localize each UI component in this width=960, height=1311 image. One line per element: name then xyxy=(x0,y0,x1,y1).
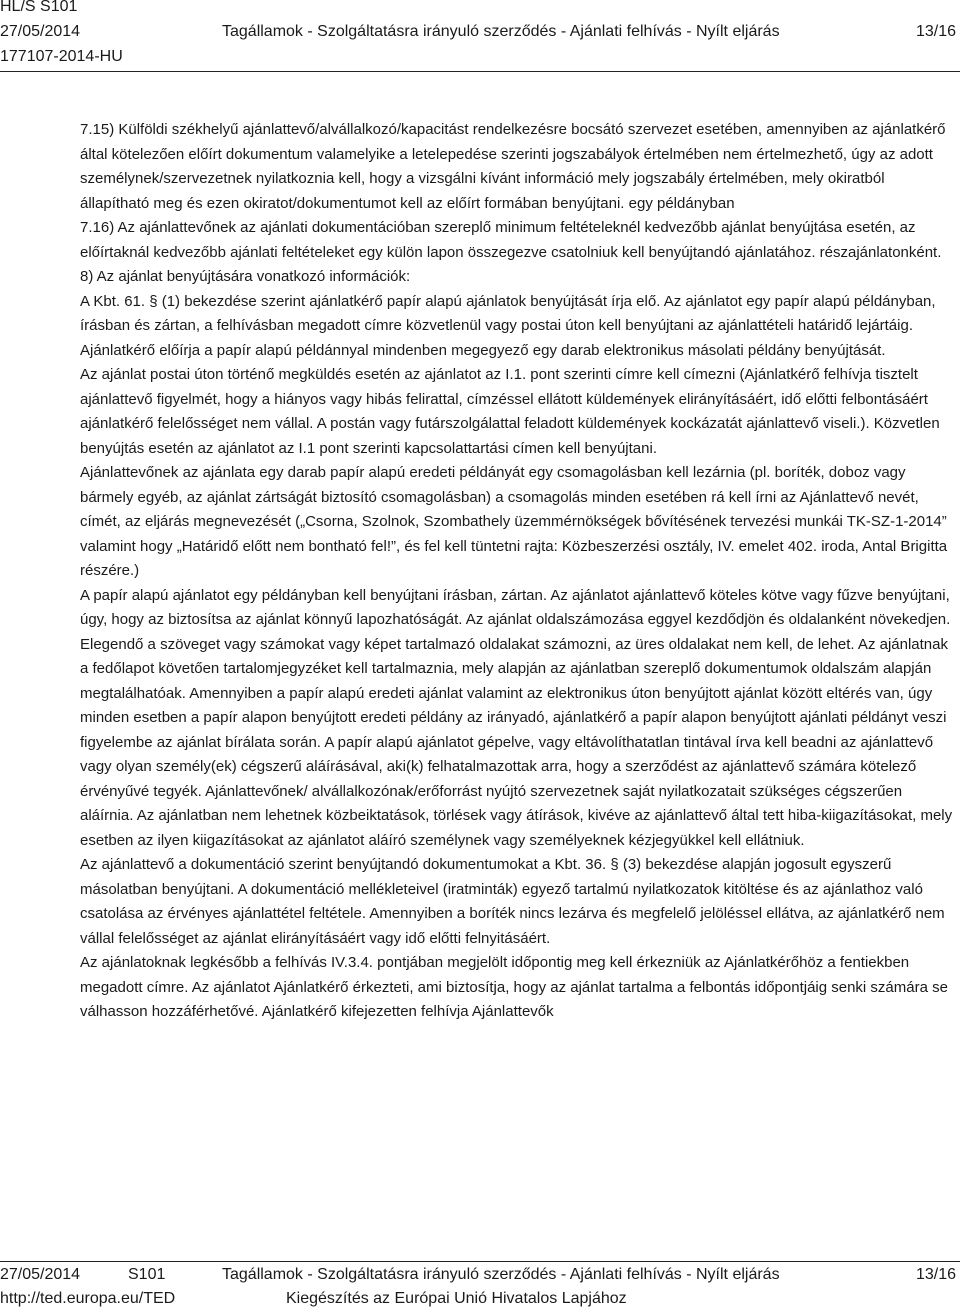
paragraph-7-16: 7.16) Az ajánlattevőnek az ajánlati dokumentációban szereplő minimum feltételeknél kedvezőbb ajánlat benyújtása esetén, az előírtaknál kedvezőbb ajánlati feltételeket egy külön lapon összegezve csatolniuk kell benyújtandó ajánlatához. részajánlatonként. xyxy=(80,219,942,261)
paragraph-paper-offer: A papír alapú ajánlatot egy példányban kell benyújtani írásban, zártan. Az ajánlatot ajánlattevő köteles kötve vagy fűzve benyújtani, úgy, hogy az biztosítsa az ajánlat könnyű lapozhatóságát. Az ajánlat oldalszámozása eggyel kezdődjön és oldalanként növekedjen. Elegendő a szöveget vagy számokat vagy képet tartalmazó oldalakat számozni, az üres oldalakat nem kell, de lehet. Az ajánlatnak a fedőlapot követően tartalomjegyzéket kell tartalmaznia, mely alapján az ajánlatban szereplő dokumentumok oldalszám alapján megtalálhatóak. Amennyiben a papír alapú eredeti ajánlat valamint az elektronikus úton benyújtott ajánlat között eltérés van, úgy minden esetben a papír alapon benyújtott eredeti példány az irányadó, ajánlatkérő a papír alapon benyújtott ajánlati példányt veszi figyelembe az ajánlat bírálata során. A papír alapú ajánlatot gépelve, vagy eltávolíthatatlan tintával írva kell beadni az ajánlattevő vagy olyan személy(ek) cégszerű aláírásával, aki(k) felhatalmazottak arra, hogy a szerződést az ajánlattevő számára kötelező érvényűvé tegyék. Ajánlattevőnek/ alvállalkozónak/erőforrást nyújtó szervezetnek saját nyilatkozatait szükséges cégszerűen aláírnia. Az ajánlatban nem lehetnek közbeiktatások, törlések vagy átírások, kivéve az ajánlattevő által tett hiba-kiigazításokat, mely esetben az ilyen kiigazításokat az ajánlatot aláíró személynek vagy személyeknek kézjegyükkel kell ellátniuk. xyxy=(80,586,953,849)
footer-page-number: 13/16 xyxy=(915,1266,956,1283)
paragraph-deadline: Az ajánlatoknak legkésőbb a felhívás IV.3.4. pontjában megjelölt időpontig meg kell érkezniük az Ajánlatkérőhöz a fentiekben megadott címre. Az ajánlatot Ajánlatkérő érkezteti, ami biztosítja, hogy az ajánlat tartalma a felbontás időpontjáig senki számára se válhasson hozzáférhetővé. Ajánlatkérő kifejezetten felhívja Ajánlattevők xyxy=(80,954,948,1020)
paragraph-postal-submission: Az ajánlat postai úton történő megküldés esetén az ajánlatot az I.1. pont szerinti címre kell címezni (Ajánlatkérő felhívja tisztelt ajánlattevő figyelmét, hogy a hiányos vagy hibás felirattal, címzéssel ellátott küldemények elirányításáért, idő előtti felbontásáért ajánlatkérő felelősséget nem vállal. A postán vagy futárszolgálattal feladott küldemények kockázatát ajánlattevő viseli.). Közvetlen benyújtás esetén az ajánlatot az I.1 pont szerinti kapcsolattartási címen kell benyújtani. xyxy=(80,366,940,457)
paragraph-submission-form: A Kbt. 61. § (1) bekezdése szerint ajánlatkérő papír alapú ajánlatok benyújtását írja elő. Az ajánlatot egy papír alapú példányban, írásban és zártan, a felhívásban megadott címre közvetlenül vagy postai úton kell benyújtani az ajánlattételi határidő lejártáig. Ajánlatkérő előírja a papír alapú példánnyal mindenben megegyező egy darab elektronikus másolati példány benyújtását. xyxy=(80,292,936,359)
footer-series: S101 xyxy=(128,1266,166,1283)
paragraph-documentation-copies: Az ajánlattevő a dokumentáció szerint benyújtandó dokumentumokat a Kbt. 36. § (3) bekezdése alapján jogosult egyszerű másolatban benyújtani. A dokumentáció mellékleteivel (iratminták) egyező tartalmú nyilatkozatok kitöltése és az ajánlathoz való csatolása az érvényes ajánlattétel feltétele. Amennyiben a boríték nincs lezárva és megfelelő jelöléssel ellátva, az ajánlatkérő nem vállal felelősséget az ajánlat elirányításáért vagy idő előtti felnyitásáért. xyxy=(80,856,945,947)
header-rule xyxy=(0,71,960,72)
footer-title: Tagállamok - Szolgáltatásra irányuló szerződés - Ajánlati felhívás - Nyílt eljárás xyxy=(222,1266,780,1283)
header-date: 27/05/2014 xyxy=(0,23,81,40)
header-title: Tagállamok - Szolgáltatásra irányuló szerződés - Ajánlati felhívás - Nyílt eljárás xyxy=(222,23,780,40)
paragraph-packaging: Ajánlattevőnek az ajánlata egy darab papír alapú eredeti példányát egy csomagolásban kell lezárnia (pl. boríték, doboz vagy bármely egyéb, az ajánlat zártságát biztosító csomagolásban) a csomagolás minden esetében rá kell írni az Ajánlattevő nevét, címét, az eljárás megnevezését („Csorna, Szolnok, Szombathely üzemmérnökségek bővítésének tervezési munkái TK-SZ-1-2014” valamint hogy „Határidő előtt nem bontható fel!”, és fel kell tüntetni rajta: Közbeszerzési osztály, IV. emelet 402. iroda, Antal Brigitta részére.) xyxy=(80,464,948,579)
document-body xyxy=(80,118,955,1025)
header-reference: 177107-2014-HU xyxy=(0,48,123,65)
header-page-number: 13/16 xyxy=(915,23,956,40)
paragraph-section-8-heading: 8) Az ajánlat benyújtására vonatkozó információk: xyxy=(80,268,411,285)
footer-date: 27/05/2014 xyxy=(0,1266,81,1283)
footer-url[interactable]: http://ted.europa.eu/TED xyxy=(0,1290,176,1307)
footer-publisher: Kiegészítés az Európai Unió Hivatalos Lapjához xyxy=(286,1290,627,1307)
footer-rule xyxy=(0,1261,960,1262)
header-doc-code: HL/S S101 xyxy=(0,0,78,15)
paragraph-7-15: 7.15) Külföldi székhelyű ajánlattevő/alvállalkozó/kapacitást rendelkezésre bocsátó szervezet esetében, amennyiben az ajánlatkérő által kötelezően előírt dokumentum valamelyike a letelepedése szerinti jogszabályok értelmében nem értelmezhető, úgy az adott személynek/szervezetnek nyilatkoznia kell, hogy a vizsgálni kívánt információ mely jogszabály értelmében, mely okiratból állapítható meg és ezen okiratot/dokumentumot kell az előírt formában benyújtani. egy példányban xyxy=(80,121,946,212)
